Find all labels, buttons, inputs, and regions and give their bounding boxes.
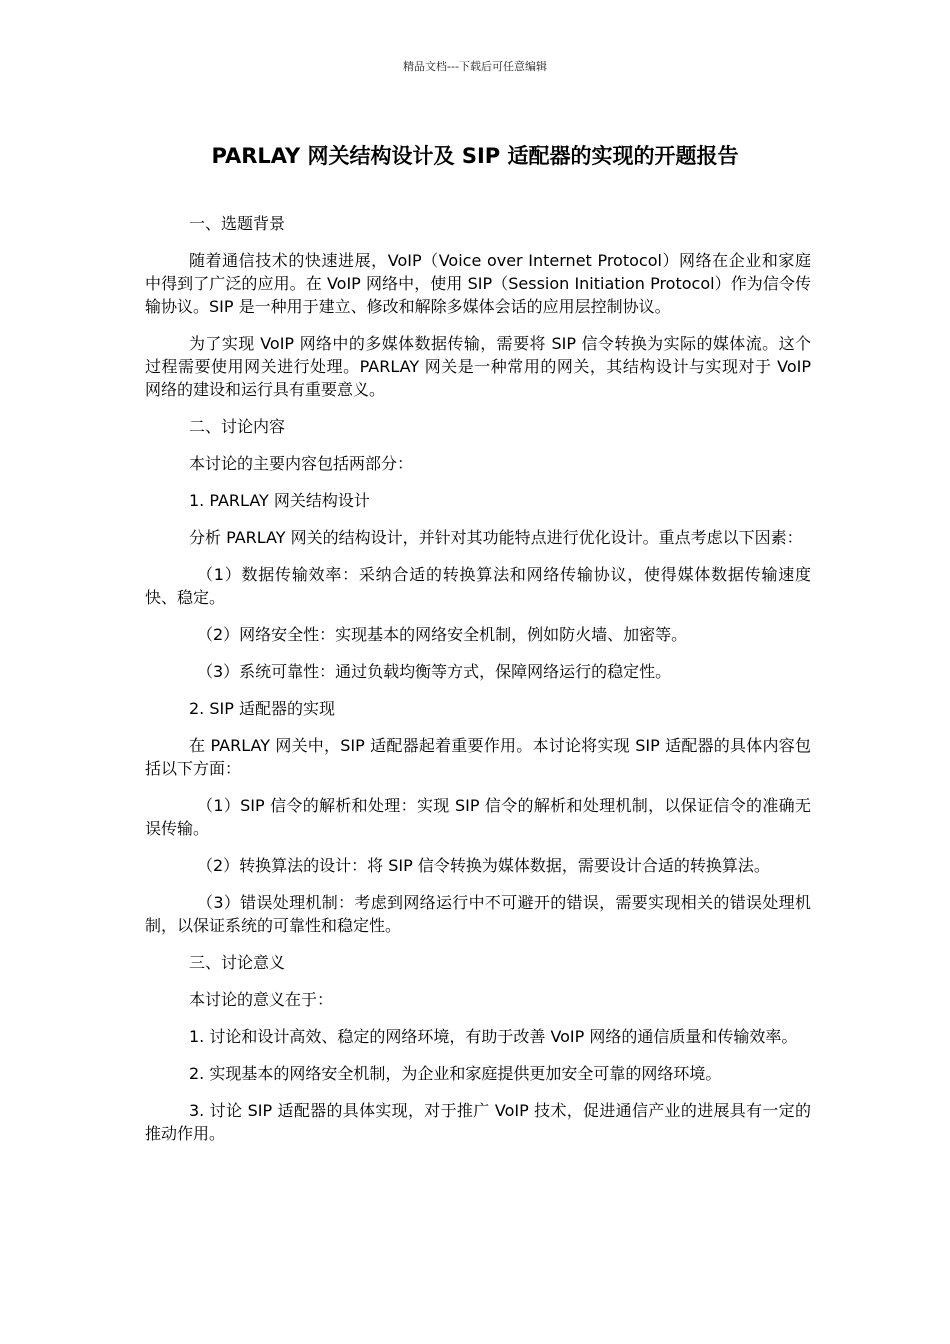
section-heading: 三、讨论意义 <box>189 953 286 972</box>
section-heading: 二、讨论内容 <box>189 417 286 436</box>
document-title: PARLAY 网关结构设计及 SIP 适配器的实现的开题报告 <box>211 144 739 168</box>
list-item: （2）转换算法的设计：将 SIP 信令转换为媒体数据，需要设计合适的转换算法。 <box>197 856 770 875</box>
paragraph: 1. 讨论和设计高效、稳定的网络环境，有助于改善 VoIP 网络的通信质量和传输效率。 <box>189 1027 798 1046</box>
paragraph: 2. SIP 适配器的实现 <box>189 699 335 718</box>
section-heading: 一、选题背景 <box>189 214 286 233</box>
list-item: （3）系统可靠性：通过负载均衡等方式，保障网络运行的稳定性。 <box>197 662 672 681</box>
paragraph: 随着通信技术的快速进展，VoIP（Voice over Internet Protocol）网络在企业和家庭中得到了广泛的应用。在 VoIP 网络中，使用 SIP（Session Initiation Protocol）作为信令传输协议。SIP 是一种用于建立、修改和解除多媒体会话的应用层控制协议。 <box>145 251 811 316</box>
paragraph: 本讨论的主要内容包括两部分： <box>189 454 414 473</box>
paragraph: 1. PARLAY 网关结构设计 <box>189 491 370 510</box>
list-item: （1）数据传输效率：采纳合适的转换算法和网络传输协议，使得媒体数据传输速度快、稳定。 <box>145 565 811 607</box>
paragraph: 为了实现 VoIP 网络中的多媒体数据传输，需要将 SIP 信令转换为实际的媒体流。这个过程需要使用网关进行处理。PARLAY 网关是一种常用的网关，其结构设计与实现对于 VoIP 网络的建设和运行具有重要意义。 <box>145 334 811 399</box>
list-item: （1）SIP 信令的解析和处理：实现 SIP 信令的解析和处理机制，以保证信令的准确无误传输。 <box>145 796 811 838</box>
paragraph: 本讨论的意义在于： <box>189 990 334 1009</box>
page-header-note: 精品文档---下载后可任意编辑 <box>403 60 547 73</box>
paragraph: 3. 讨论 SIP 适配器的具体实现，对于推广 VoIP 技术，促进通信产业的进展具有一定的推动作用。 <box>145 1101 811 1143</box>
list-item: （3）错误处理机制：考虑到网络运行中不可避开的错误，需要实现相关的错误处理机制，以保证系统的可靠性和稳定性。 <box>145 893 811 935</box>
document-body <box>145 212 811 1159</box>
paragraph: 分析 PARLAY 网关的结构设计，并针对其功能特点进行优化设计。重点考虑以下因素： <box>189 528 803 547</box>
paragraph: 在 PARLAY 网关中，SIP 适配器起着重要作用。本讨论将实现 SIP 适配器的具体内容包括以下方面： <box>145 736 811 778</box>
paragraph: 2. 实现基本的网络安全机制，为企业和家庭提供更加安全可靠的网络环境。 <box>189 1064 722 1083</box>
list-item: （2）网络安全性：实现基本的网络安全机制，例如防火墙、加密等。 <box>197 625 688 644</box>
